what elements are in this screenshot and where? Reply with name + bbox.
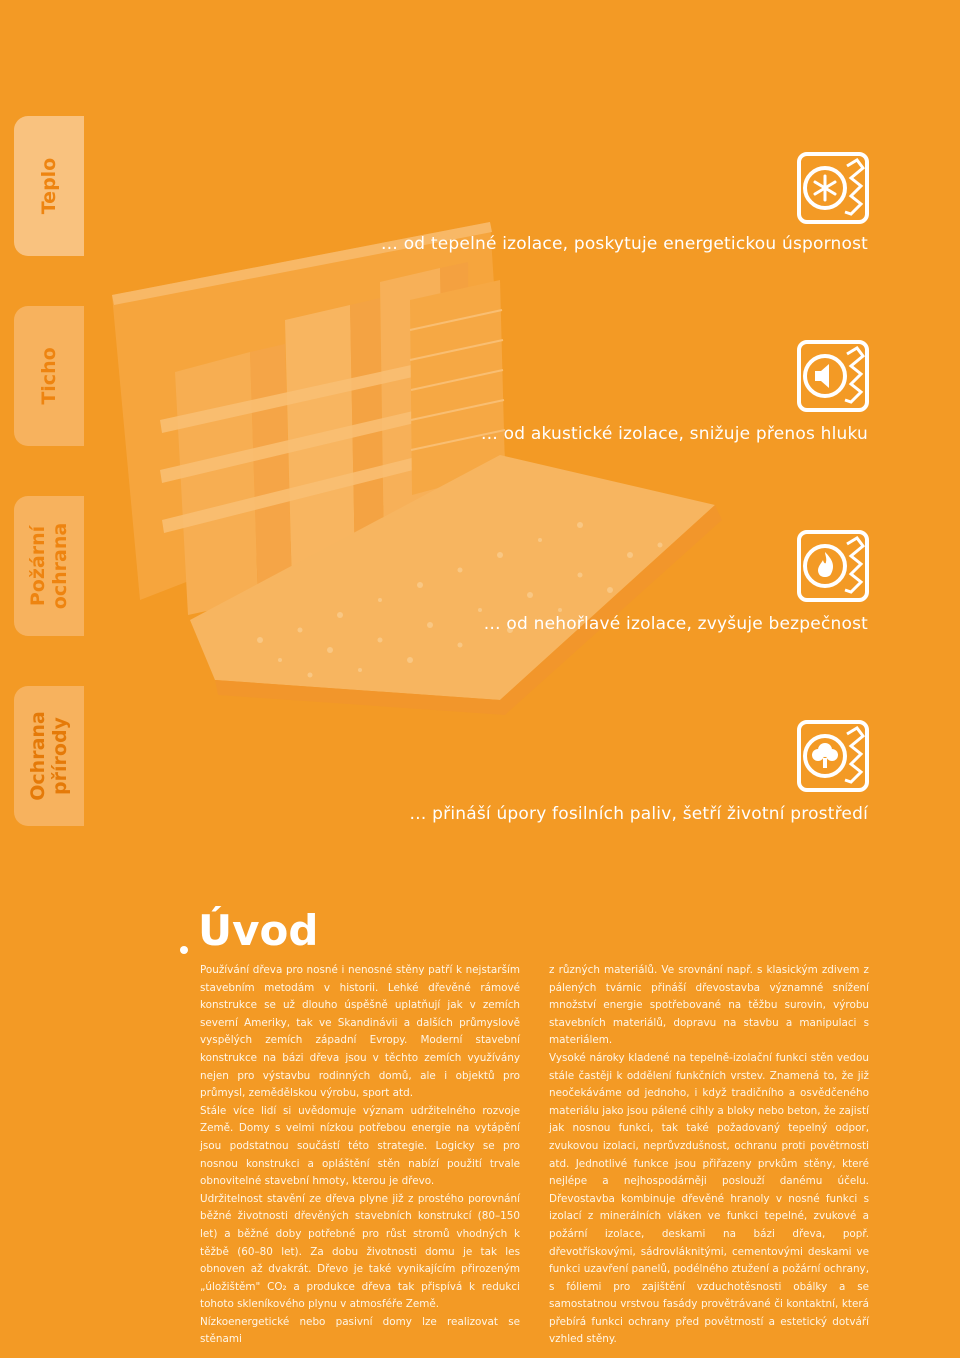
feature-caption-nature: … přináší úpory fosilních paliv, šetří životní prostředí	[409, 804, 868, 824]
snowflake-insulation-icon	[797, 152, 869, 224]
intro-paragraph: Nízkoenergetické nebo pasivní domy lze realizovat se stěnami	[200, 1315, 520, 1346]
feature-caption-sound: … od akustické izolace, snižuje přenos hluku	[480, 424, 868, 444]
intro-paragraph: Vysoké nároky kladené na tepelně-izolační funkci stěn vedou stále častěji k oddělení funkčních vrstev. Znamená to, že již neočekáváme od jednoho, i když tradičního a osvědčeného materiálu jako jsou pálené cihly a bloky nebo beton, že zajistí jak nosnou funkci, tak také požadovaný tepelný odpor, zvukovou izolaci, neprůvzdušnost, ochranu proti povětrnosti atd. Jednotlivé funkce jsou přiřazeny prvkům stěny, které nejlépe a nejhospodárněji poslouží danému účelu. Dřevostavba kombinuje dřevěné hranoly v nosné funkci s izolací z minerálních vláken ve funkci tepelné, zvukové a požární izolace, deskami na bázi dřeva, popř. dřevotřískovými, sádrovláknitými, cementovými deskami ve funkci uzavření panelů, podélného ztužení a požární ochrany, s fóliemi pro zajištění vzduchotěsnosti obálky a se samostatnou vrstvou fasády provětrávané či kontaktní, která přebírá funkci ochrany před povětrností a estetický dotváří vzhled stěny.	[549, 1051, 869, 1346]
feature-caption-heat: … od tepelné izolace, poskytuje energetickou úspornost	[380, 234, 868, 254]
intro-right-column	[549, 962, 869, 1349]
tab-pozarni-ochrana-label: Požární ochrana	[27, 522, 71, 610]
flame-insulation-icon	[797, 530, 869, 602]
intro-paragraph: Stále více lidí si uvědomuje význam udržitelného rozvoje Země. Domy s velmi nízkou potřebou energie na vytápění jsou podstatnou součástí této strategie. Logicky se pro nosnou konstrukci a opláštění stěn nabízí použití trvale obnovitelné stavební hmoty, kterou je dřevo.	[200, 1104, 520, 1188]
tree-insulation-icon	[797, 720, 869, 792]
tab-ochrana-prirody-label: Ochrana přírody	[27, 711, 71, 801]
feature-caption-fire: … od nehořlavé izolace, zvyšuje bezpečnost	[483, 614, 868, 634]
intro-paragraph: z různých materiálů. Ve srovnání např. s klasickým zdivem z pálených tvárnic přináší dřevostavba významné snížení množství energie spotřebované na těžbu surovin, výrobu stavebních materiálů, dopravu na stavbu a manipulaci s materiálem.	[549, 964, 869, 1047]
intro-paragraph: Používání dřeva pro nosné i nenosné stěny patří k nejstarším stavebním metodám v historii. Lehké dřevěné rámové konstrukce se už dlouho úspěšně uplatňují jak v zemích severní Ameriky, tak ve Skandinávii a dalších průmyslově vyspělých zemích západní Evropy. Moderní stavební konstrukce na bázi dřeva jsou v těchto zemích využívány nejen pro výstavbu rodinných domů, ale i objektů pro průmysl, zemědělskou výrobu, sport atd.	[200, 964, 520, 1100]
tab-ticho-label: Ticho	[38, 347, 60, 405]
tab-teplo-label: Teplo	[38, 157, 60, 215]
intro-paragraph: Udržitelnost stavění ze dřeva plyne již z prostého porovnání běžné životnosti dřevěných stavebních konstrukcí (80–150 let) a běžné doby potřebné pro růst stromů vhodných k těžbě (60–80 let). Za dobu životnosti domu je tak les obnoven až dvakrát. Dřevo je také vynikajícím přirozeným „úložištěm" CO₂ a produkce dřeva tak přispívá k redukci tohoto skleníkového plynu v atmosféře Země.	[200, 1192, 520, 1311]
speaker-insulation-icon	[797, 340, 869, 412]
intro-left-column	[200, 962, 520, 1349]
page-title: Úvod	[198, 906, 319, 955]
heading-bullet	[180, 946, 188, 954]
